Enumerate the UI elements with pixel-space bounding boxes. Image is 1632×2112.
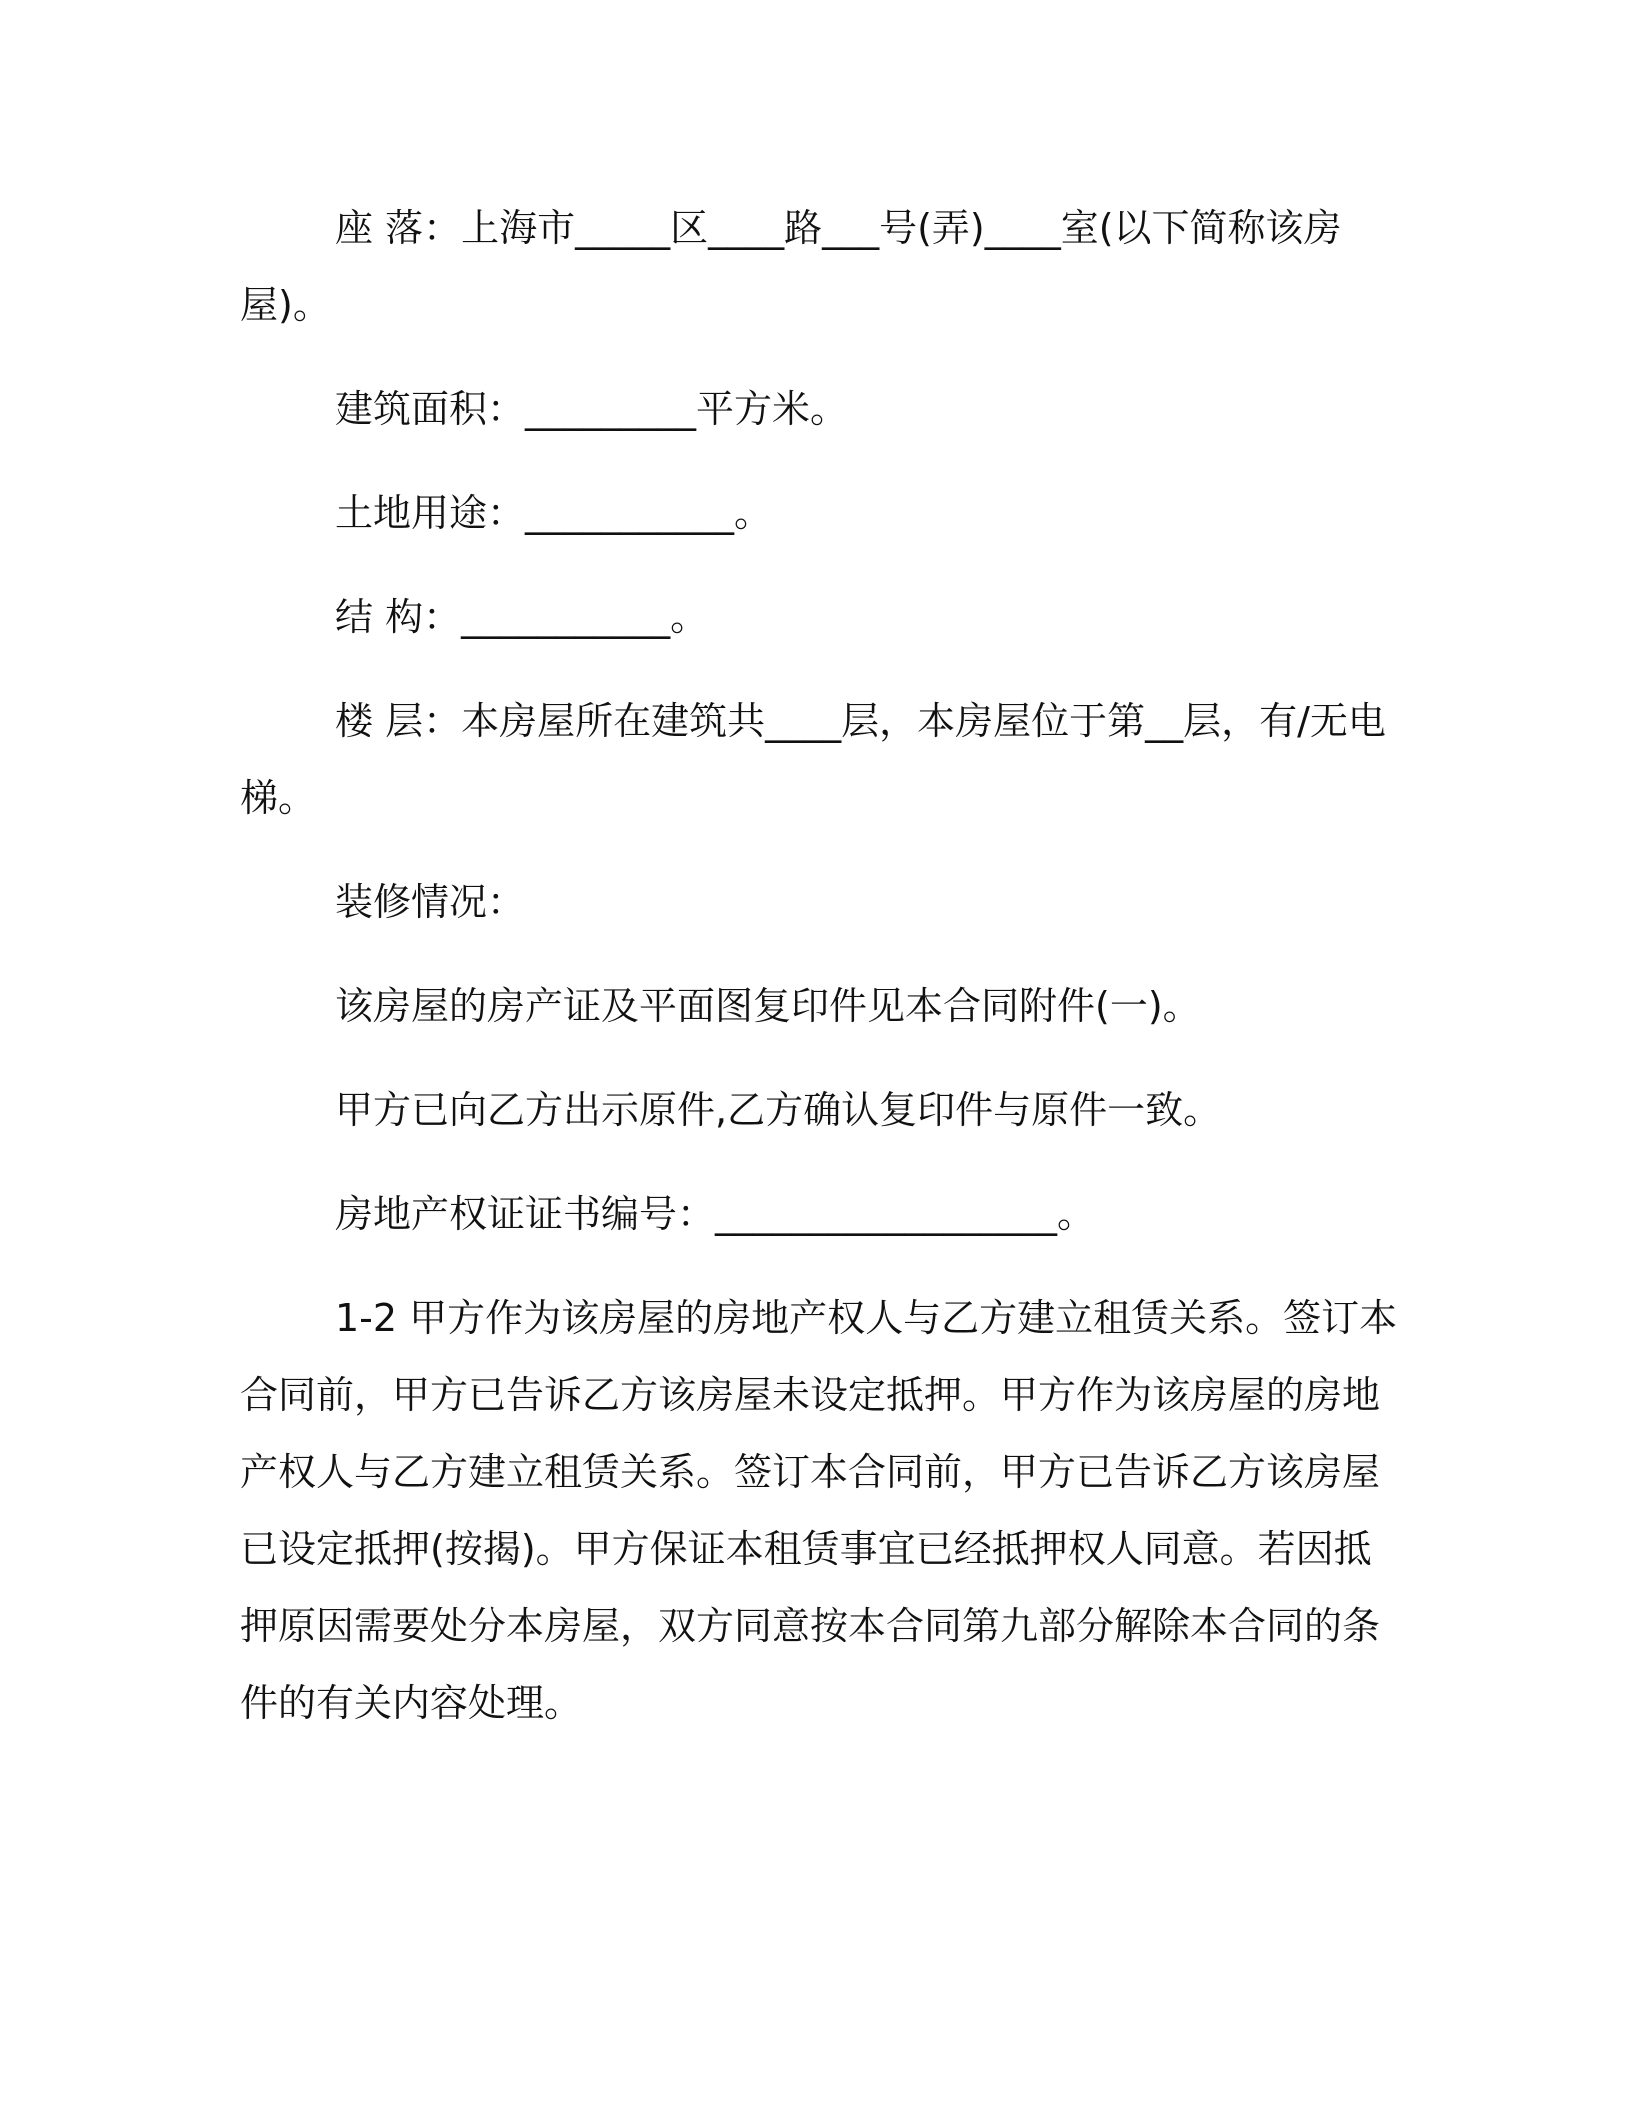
paragraph-original-shown: 甲方已向乙方出示原件,乙方确认复印件与原件一致。 bbox=[335, 1088, 1222, 1132]
paragraph-clause-1-2: 1-2 甲方作为该房屋的房地产权人与乙方建立租赁关系。签订本合同前，甲方已告诉乙方该房屋未设定抵押。甲方作为该房屋的房地产权人与乙方建立租赁关系。签订本合同前，甲方已告诉乙方该房屋已设定抵押(按揭)。甲方保证本租赁事宜已经抵押权人同意。若因抵押原因需要处分本房屋，双方同意按本合同第九部分解除本合同的条件的有关内容处理。 bbox=[240, 1296, 1398, 1725]
paragraph-location: 座 落：上海市_____区____路___号(弄)____室(以下简称该房屋)。 bbox=[240, 206, 1342, 327]
paragraph-floor-area: 建筑面积：_________平方米。 bbox=[335, 387, 849, 431]
paragraph-storey: 楼 层：本房屋所在建筑共____层，本房屋位于第__层，有/无电梯。 bbox=[240, 699, 1386, 820]
paragraph-certificate-number: 房地产权证证书编号：__________________。 bbox=[335, 1192, 1096, 1236]
paragraph-certificate-copy: 该房屋的房产证及平面图复印件见本合同附件(一)。 bbox=[335, 984, 1201, 1028]
paragraph-decoration: 装修情况： bbox=[335, 880, 526, 924]
paragraph-structure: 结 构：___________。 bbox=[335, 595, 709, 639]
paragraph-land-use: 土地用途：___________。 bbox=[335, 491, 773, 535]
document-body bbox=[240, 190, 1400, 1769]
